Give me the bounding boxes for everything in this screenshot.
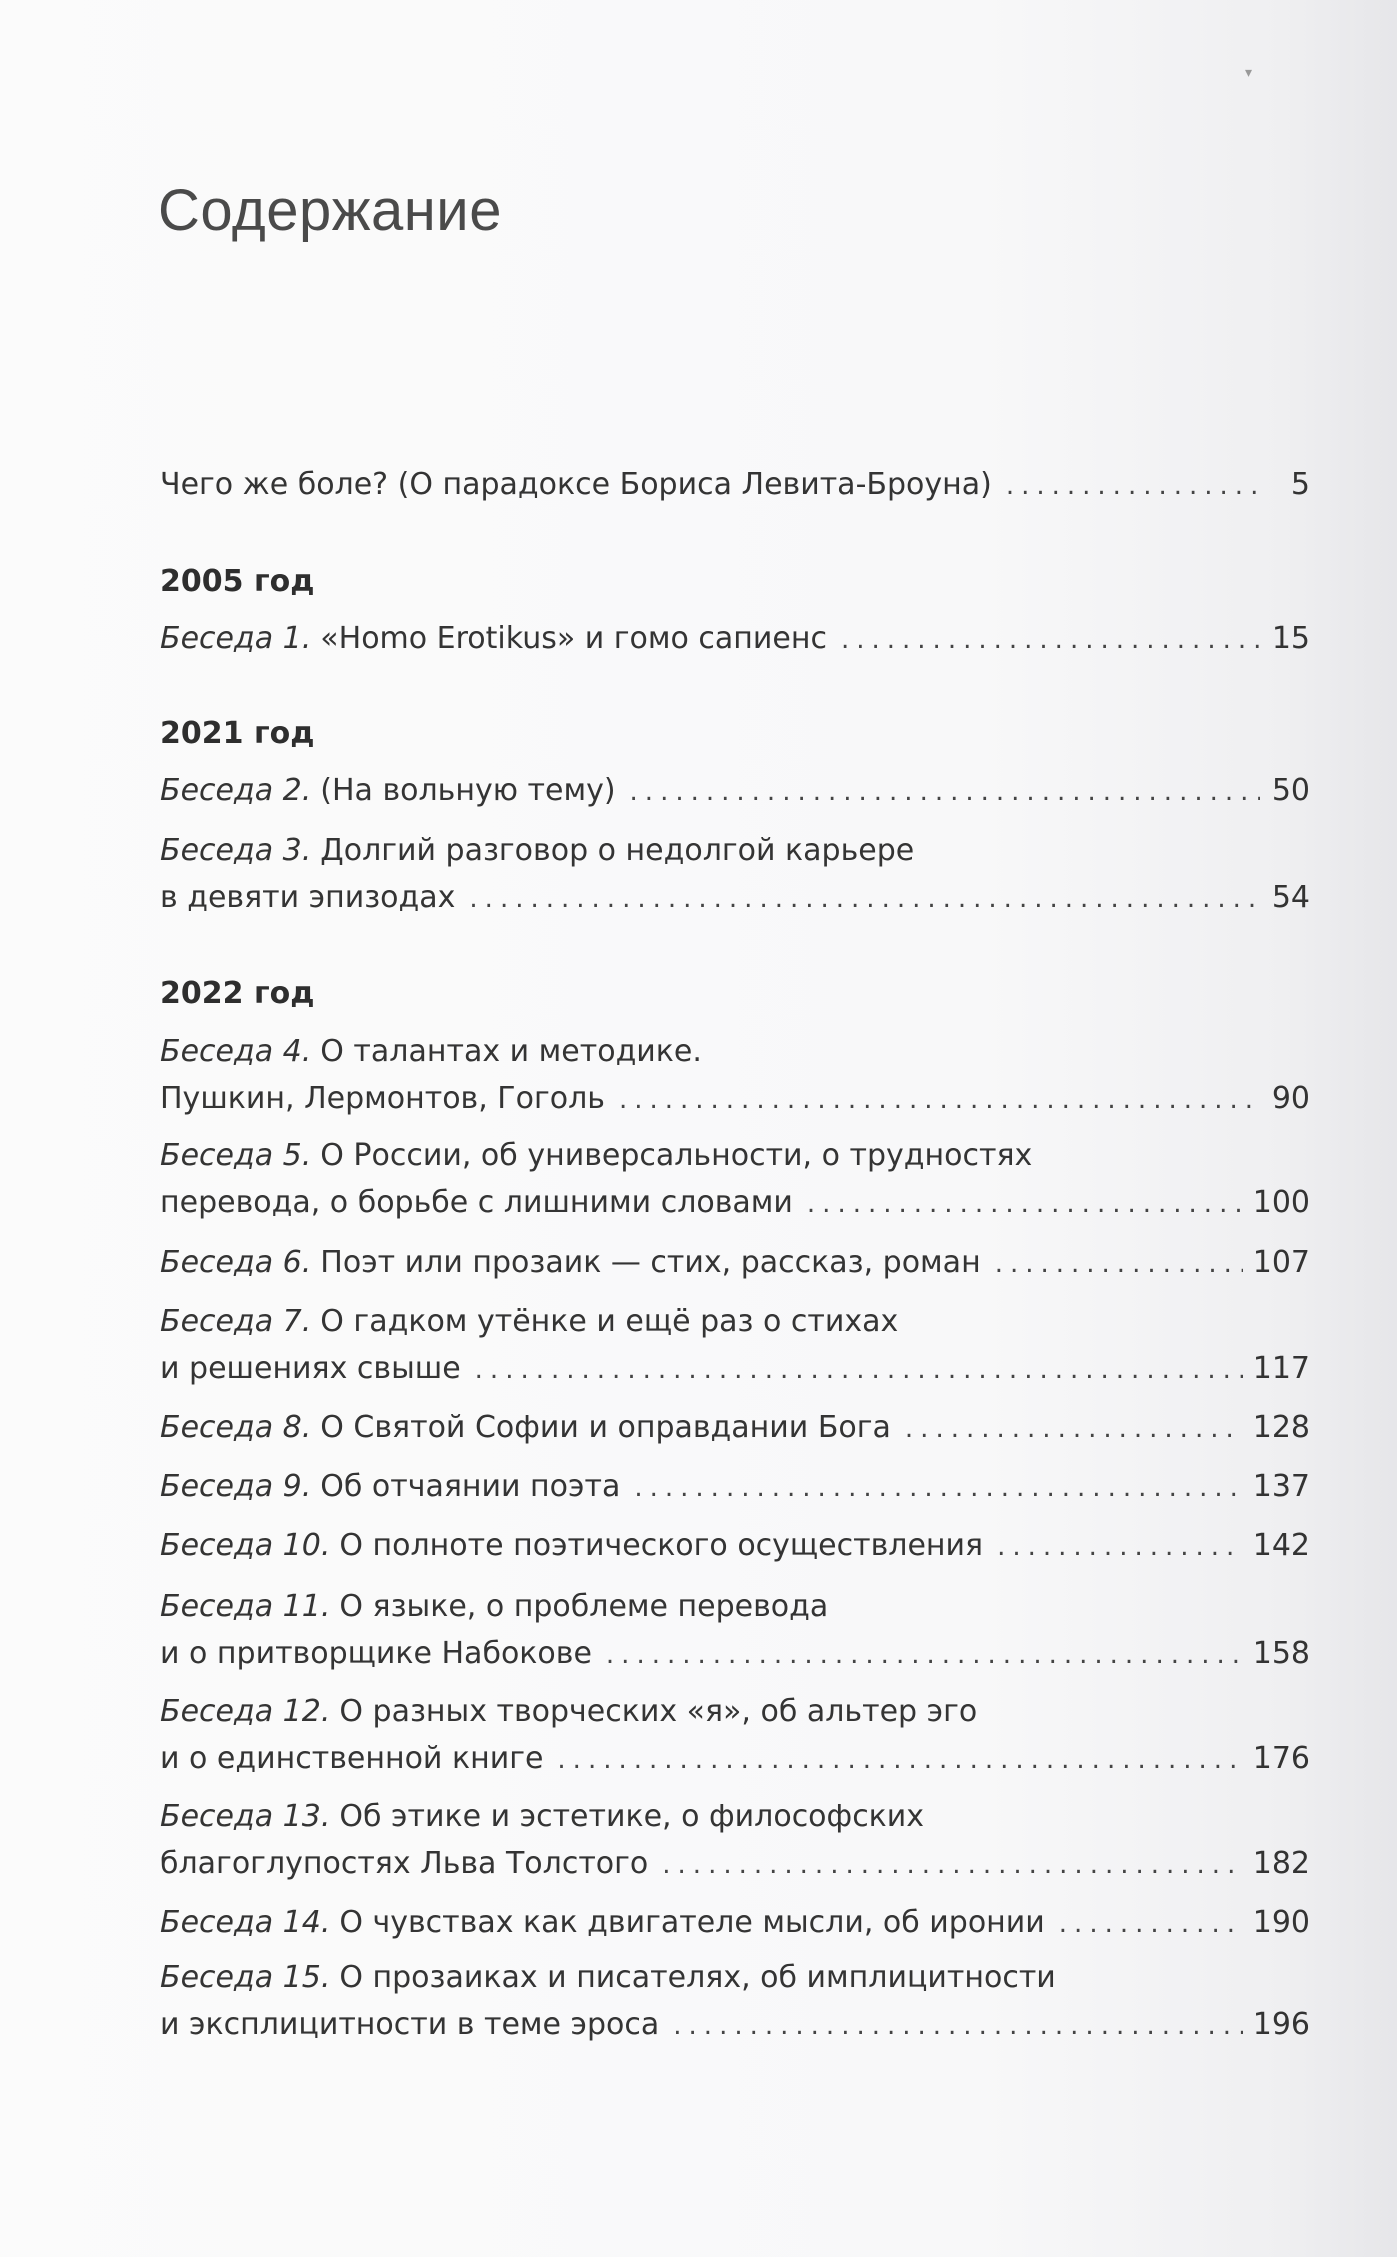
section-year-2021: 2021 год <box>160 716 315 751</box>
entry-lead: Беседа 12. <box>160 1694 331 1729</box>
page-number: 182 <box>1252 1846 1310 1881</box>
dot-leader <box>475 1348 1243 1392</box>
entry-lead: Беседа 5. <box>160 1138 312 1173</box>
entry-title-line-2: и о единственной книге <box>160 1741 544 1776</box>
entry-title: Поэт или прозаик — стих, рассказ, роман <box>320 1245 981 1280</box>
toc-entry-10[interactable] <box>160 1524 1310 1571</box>
dot-leader <box>634 1466 1242 1510</box>
entry-lead: Беседа 15. <box>160 1960 331 1995</box>
dot-leader <box>1059 1902 1243 1946</box>
toc-entry-1[interactable] <box>160 617 1310 664</box>
entry-title-line-2: и эксплицитности в теме эроса <box>160 2007 660 2042</box>
entry-lead: Беседа 9. <box>160 1469 312 1504</box>
page-number: 176 <box>1252 1741 1310 1776</box>
entry-title: О полноте поэтического осуществления <box>339 1528 984 1563</box>
page-number: 142 <box>1252 1528 1310 1563</box>
page-number: 128 <box>1252 1410 1310 1445</box>
toc-entry-preface[interactable] <box>160 463 1310 510</box>
dot-leader <box>1006 464 1260 508</box>
entry-lead: Беседа 6. <box>160 1245 312 1280</box>
entry-lead: Беседа 10. <box>160 1528 331 1563</box>
dot-leader <box>995 1242 1243 1286</box>
toc-entry-7[interactable] <box>160 1300 1310 1394</box>
entry-title-line-2: и о притворщике Набокове <box>160 1636 592 1671</box>
entry-lead: Беседа 8. <box>160 1410 312 1445</box>
entry-lead: Беседа 2. <box>160 773 312 808</box>
dot-leader <box>997 1525 1243 1569</box>
page-number: 158 <box>1252 1636 1310 1671</box>
entry-title-line-2: перевода, о борьбе с лишними словами <box>160 1185 793 1220</box>
dot-leader <box>619 1078 1260 1122</box>
entry-title: О чувствах как двигателе мысли, об иронии <box>339 1905 1045 1940</box>
toc-entry-13[interactable] <box>160 1795 1310 1889</box>
entry-lead: Беседа 14. <box>160 1905 331 1940</box>
entry-lead: Беседа 13. <box>160 1799 331 1834</box>
page-number: 196 <box>1252 2007 1310 2042</box>
page-number: 117 <box>1252 1351 1310 1386</box>
dot-leader <box>841 618 1260 662</box>
page-number: 15 <box>1271 621 1310 656</box>
toc-entry-15[interactable] <box>160 1956 1310 2050</box>
page-number: 100 <box>1252 1185 1310 1220</box>
dot-leader <box>673 2004 1242 2048</box>
entry-title-line-1: О России, об универсальности, о трудностях <box>320 1138 1033 1173</box>
toc-entry-4[interactable] <box>160 1030 1310 1124</box>
entry-title-line-1: О гадком утёнке и ещё раз о стихах <box>320 1304 899 1339</box>
section-year-2022: 2022 год <box>160 976 315 1011</box>
entry-title-line-1: О языке, о проблеме перевода <box>339 1589 829 1624</box>
entry-title-line-1: О прозаиках и писателях, об имплицитности <box>339 1960 1056 1995</box>
dot-leader <box>807 1182 1243 1226</box>
page-number: 54 <box>1271 880 1310 915</box>
page-number: 50 <box>1271 773 1310 808</box>
dot-leader <box>662 1843 1242 1887</box>
toc-entry-11[interactable] <box>160 1585 1310 1679</box>
toc-entry-9[interactable] <box>160 1465 1310 1512</box>
toc-entry-5[interactable] <box>160 1134 1310 1228</box>
entry-title: О Святой Софии и оправдании Бога <box>320 1410 891 1445</box>
page-number: 190 <box>1252 1905 1310 1940</box>
dot-leader <box>557 1738 1242 1782</box>
entry-lead: Беседа 4. <box>160 1034 312 1069</box>
entry-title: «Homo Erotikus» и гомо сапиенс <box>320 621 827 656</box>
page-title: Содержание <box>158 177 502 243</box>
dot-leader <box>905 1407 1243 1451</box>
dot-leader <box>606 1633 1243 1677</box>
entry-title-line-2: и решениях свыше <box>160 1351 461 1386</box>
entry-title-line-1: Долгий разговор о недолгой карьере <box>320 833 915 868</box>
entry-lead: Беседа 1. <box>160 621 312 656</box>
section-year-2005: 2005 год <box>160 564 315 599</box>
entry-title: (На вольную тему) <box>320 773 616 808</box>
toc-entry-8[interactable] <box>160 1406 1310 1453</box>
toc-entry-2[interactable] <box>160 769 1310 816</box>
entry-title-line-1: Об этике и эстетике, о философских <box>339 1799 925 1834</box>
bleed-through-mark: ▾ <box>1245 65 1253 81</box>
entry-title: Чего же боле? (О парадоксе Бориса Левита-Броуна) <box>160 467 992 502</box>
toc-entry-12[interactable] <box>160 1690 1310 1784</box>
entry-lead: Беседа 7. <box>160 1304 312 1339</box>
entry-title: Об отчаянии поэта <box>320 1469 621 1504</box>
entry-title-line-1: О талантах и методике. <box>320 1034 702 1069</box>
dot-leader <box>469 877 1260 921</box>
toc-entry-3[interactable] <box>160 829 1310 923</box>
entry-lead: Беседа 11. <box>160 1589 331 1624</box>
page-number: 107 <box>1252 1245 1310 1280</box>
entry-title-line-2: Пушкин, Лермонтов, Гоголь <box>160 1081 605 1116</box>
entry-title-line-2: благоглупостях Льва Толстого <box>160 1846 649 1881</box>
toc-entry-6[interactable] <box>160 1241 1310 1288</box>
entry-title-line-2: в девяти эпизодах <box>160 880 456 915</box>
toc-entry-14[interactable] <box>160 1901 1310 1948</box>
page-number: 90 <box>1271 1081 1310 1116</box>
entry-title-line-1: О разных творческих «я», об альтер эго <box>339 1694 978 1729</box>
page-number: 137 <box>1252 1469 1310 1504</box>
page-number: 5 <box>1290 467 1310 502</box>
entry-lead: Беседа 3. <box>160 833 312 868</box>
dot-leader <box>630 770 1260 814</box>
